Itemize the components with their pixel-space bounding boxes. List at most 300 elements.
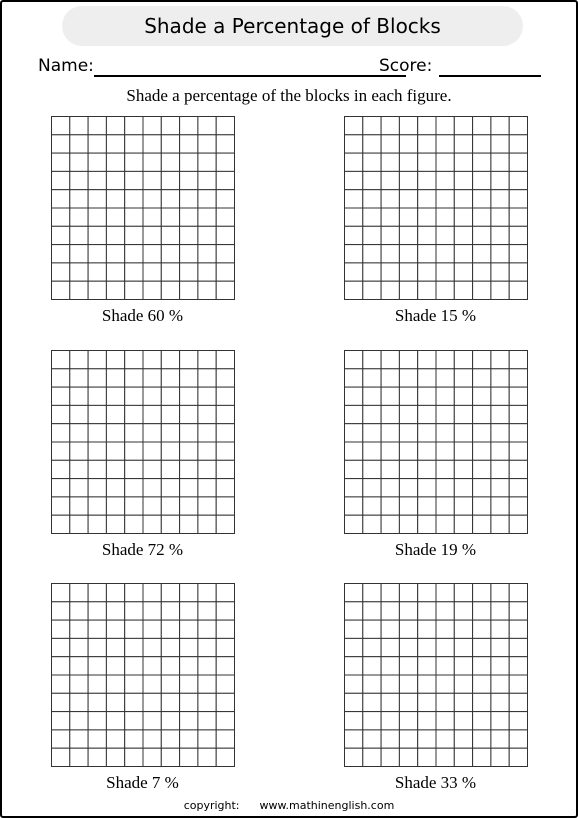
grid-block[interactable] xyxy=(436,712,454,730)
block-grid-4[interactable] xyxy=(344,350,527,533)
grid-block[interactable] xyxy=(399,497,417,515)
grid-block[interactable] xyxy=(161,135,179,153)
grid-block[interactable] xyxy=(106,281,124,299)
grid-block[interactable] xyxy=(88,638,106,656)
grid-block[interactable] xyxy=(70,369,88,387)
grid-block[interactable] xyxy=(52,675,70,693)
grid-block[interactable] xyxy=(473,442,491,460)
grid-block[interactable] xyxy=(473,281,491,299)
grid-block[interactable] xyxy=(418,497,436,515)
grid-block[interactable] xyxy=(418,153,436,171)
grid-block[interactable] xyxy=(399,712,417,730)
grid-block[interactable] xyxy=(216,479,234,497)
grid-block[interactable] xyxy=(418,693,436,711)
grid-block[interactable] xyxy=(198,351,216,369)
grid-block[interactable] xyxy=(454,620,472,638)
grid-block[interactable] xyxy=(143,584,161,602)
grid-block[interactable] xyxy=(381,263,399,281)
grid-block[interactable] xyxy=(106,369,124,387)
grid-block[interactable] xyxy=(70,675,88,693)
grid-block[interactable] xyxy=(180,190,198,208)
grid-block[interactable] xyxy=(454,405,472,423)
grid-block[interactable] xyxy=(88,171,106,189)
grid-block[interactable] xyxy=(509,712,527,730)
grid-block[interactable] xyxy=(198,369,216,387)
grid-block[interactable] xyxy=(418,405,436,423)
grid-block[interactable] xyxy=(454,730,472,748)
grid-block[interactable] xyxy=(88,117,106,135)
grid-block[interactable] xyxy=(399,675,417,693)
grid-block[interactable] xyxy=(399,584,417,602)
grid-block[interactable] xyxy=(363,190,381,208)
grid-block[interactable] xyxy=(106,405,124,423)
grid-block[interactable] xyxy=(88,405,106,423)
grid-block[interactable] xyxy=(125,460,143,478)
grid-block[interactable] xyxy=(363,638,381,656)
grid-block[interactable] xyxy=(70,748,88,766)
grid-block[interactable] xyxy=(436,208,454,226)
grid-block[interactable] xyxy=(509,405,527,423)
grid-block[interactable] xyxy=(418,424,436,442)
grid-block[interactable] xyxy=(454,497,472,515)
grid-block[interactable] xyxy=(125,135,143,153)
grid-block[interactable] xyxy=(473,657,491,675)
grid-block[interactable] xyxy=(52,281,70,299)
grid-block[interactable] xyxy=(125,117,143,135)
grid-block[interactable] xyxy=(106,226,124,244)
grid-block[interactable] xyxy=(418,620,436,638)
grid-block[interactable] xyxy=(399,460,417,478)
grid-block[interactable] xyxy=(125,245,143,263)
grid-block[interactable] xyxy=(418,460,436,478)
grid-block[interactable] xyxy=(88,190,106,208)
grid-block[interactable] xyxy=(161,748,179,766)
grid-block[interactable] xyxy=(161,387,179,405)
grid-block[interactable] xyxy=(70,693,88,711)
grid-block[interactable] xyxy=(491,387,509,405)
grid-block[interactable] xyxy=(436,263,454,281)
grid-block[interactable] xyxy=(125,190,143,208)
grid-block[interactable] xyxy=(52,602,70,620)
grid-block[interactable] xyxy=(454,712,472,730)
grid-block[interactable] xyxy=(381,620,399,638)
grid-block[interactable] xyxy=(198,620,216,638)
grid-block[interactable] xyxy=(143,117,161,135)
grid-block[interactable] xyxy=(345,190,363,208)
grid-block[interactable] xyxy=(198,424,216,442)
grid-block[interactable] xyxy=(436,515,454,533)
grid-block[interactable] xyxy=(88,675,106,693)
grid-block[interactable] xyxy=(143,602,161,620)
grid-block[interactable] xyxy=(509,442,527,460)
grid-block[interactable] xyxy=(161,405,179,423)
grid-block[interactable] xyxy=(454,460,472,478)
grid-block[interactable] xyxy=(363,515,381,533)
grid-block[interactable] xyxy=(198,675,216,693)
grid-block[interactable] xyxy=(216,281,234,299)
grid-block[interactable] xyxy=(88,515,106,533)
grid-block[interactable] xyxy=(106,638,124,656)
grid-block[interactable] xyxy=(363,369,381,387)
grid-block[interactable] xyxy=(125,208,143,226)
grid-block[interactable] xyxy=(418,387,436,405)
grid-block[interactable] xyxy=(161,153,179,171)
grid-block[interactable] xyxy=(363,405,381,423)
grid-block[interactable] xyxy=(216,657,234,675)
grid-block[interactable] xyxy=(198,657,216,675)
grid-block[interactable] xyxy=(216,460,234,478)
grid-block[interactable] xyxy=(198,693,216,711)
grid-block[interactable] xyxy=(125,281,143,299)
grid-block[interactable] xyxy=(180,460,198,478)
grid-block[interactable] xyxy=(381,405,399,423)
block-grid-1[interactable] xyxy=(51,116,234,299)
grid-block[interactable] xyxy=(454,135,472,153)
grid-block[interactable] xyxy=(180,369,198,387)
grid-block[interactable] xyxy=(180,712,198,730)
grid-block[interactable] xyxy=(454,693,472,711)
grid-block[interactable] xyxy=(418,245,436,263)
grid-block[interactable] xyxy=(143,675,161,693)
grid-block[interactable] xyxy=(125,730,143,748)
grid-block[interactable] xyxy=(473,351,491,369)
grid-block[interactable] xyxy=(216,675,234,693)
grid-block[interactable] xyxy=(399,405,417,423)
grid-block[interactable] xyxy=(454,515,472,533)
grid-block[interactable] xyxy=(381,226,399,244)
grid-block[interactable] xyxy=(198,190,216,208)
grid-block[interactable] xyxy=(106,245,124,263)
grid-block[interactable] xyxy=(216,263,234,281)
grid-block[interactable] xyxy=(52,226,70,244)
grid-block[interactable] xyxy=(143,638,161,656)
grid-block[interactable] xyxy=(509,351,527,369)
grid-block[interactable] xyxy=(216,208,234,226)
grid-block[interactable] xyxy=(143,135,161,153)
grid-block[interactable] xyxy=(70,730,88,748)
grid-block[interactable] xyxy=(52,497,70,515)
grid-block[interactable] xyxy=(161,226,179,244)
grid-block[interactable] xyxy=(125,387,143,405)
grid-block[interactable] xyxy=(52,190,70,208)
grid-block[interactable] xyxy=(491,730,509,748)
grid-block[interactable] xyxy=(125,479,143,497)
grid-block[interactable] xyxy=(509,281,527,299)
grid-block[interactable] xyxy=(125,584,143,602)
grid-block[interactable] xyxy=(491,479,509,497)
grid-block[interactable] xyxy=(198,245,216,263)
grid-block[interactable] xyxy=(161,190,179,208)
grid-block[interactable] xyxy=(161,497,179,515)
grid-block[interactable] xyxy=(70,351,88,369)
grid-block[interactable] xyxy=(143,515,161,533)
grid-block[interactable] xyxy=(436,369,454,387)
grid-block[interactable] xyxy=(418,515,436,533)
grid-block[interactable] xyxy=(418,602,436,620)
grid-block[interactable] xyxy=(345,117,363,135)
grid-block[interactable] xyxy=(125,657,143,675)
grid-block[interactable] xyxy=(198,226,216,244)
grid-block[interactable] xyxy=(180,135,198,153)
grid-block[interactable] xyxy=(345,369,363,387)
grid-block[interactable] xyxy=(143,479,161,497)
grid-block[interactable] xyxy=(454,369,472,387)
grid-block[interactable] xyxy=(143,712,161,730)
grid-block[interactable] xyxy=(418,135,436,153)
grid-block[interactable] xyxy=(88,263,106,281)
grid-block[interactable] xyxy=(125,424,143,442)
grid-block[interactable] xyxy=(345,693,363,711)
grid-block[interactable] xyxy=(345,442,363,460)
grid-block[interactable] xyxy=(418,584,436,602)
grid-block[interactable] xyxy=(143,208,161,226)
grid-block[interactable] xyxy=(345,584,363,602)
grid-block[interactable] xyxy=(345,387,363,405)
grid-block[interactable] xyxy=(418,190,436,208)
block-grid-3[interactable] xyxy=(51,350,234,533)
grid-block[interactable] xyxy=(399,263,417,281)
grid-block[interactable] xyxy=(198,479,216,497)
grid-block[interactable] xyxy=(418,479,436,497)
grid-block[interactable] xyxy=(88,281,106,299)
grid-block[interactable] xyxy=(381,638,399,656)
grid-block[interactable] xyxy=(399,657,417,675)
grid-block[interactable] xyxy=(106,515,124,533)
grid-block[interactable] xyxy=(216,497,234,515)
grid-block[interactable] xyxy=(399,620,417,638)
grid-block[interactable] xyxy=(70,638,88,656)
grid-block[interactable] xyxy=(345,153,363,171)
grid-block[interactable] xyxy=(106,584,124,602)
grid-block[interactable] xyxy=(509,190,527,208)
grid-block[interactable] xyxy=(143,442,161,460)
grid-block[interactable] xyxy=(52,135,70,153)
grid-block[interactable] xyxy=(198,405,216,423)
grid-block[interactable] xyxy=(436,281,454,299)
grid-block[interactable] xyxy=(106,387,124,405)
grid-block[interactable] xyxy=(345,263,363,281)
grid-block[interactable] xyxy=(106,153,124,171)
grid-block[interactable] xyxy=(180,515,198,533)
grid-block[interactable] xyxy=(143,497,161,515)
grid-block[interactable] xyxy=(52,405,70,423)
grid-block[interactable] xyxy=(399,442,417,460)
grid-block[interactable] xyxy=(454,584,472,602)
grid-block[interactable] xyxy=(399,190,417,208)
grid-block[interactable] xyxy=(52,351,70,369)
grid-block[interactable] xyxy=(180,387,198,405)
grid-block[interactable] xyxy=(491,369,509,387)
grid-block[interactable] xyxy=(363,171,381,189)
grid-block[interactable] xyxy=(473,208,491,226)
grid-block[interactable] xyxy=(399,638,417,656)
grid-block[interactable] xyxy=(88,602,106,620)
grid-block[interactable] xyxy=(491,405,509,423)
grid-block[interactable] xyxy=(180,405,198,423)
grid-block[interactable] xyxy=(473,405,491,423)
grid-block[interactable] xyxy=(491,135,509,153)
grid-block[interactable] xyxy=(473,369,491,387)
grid-block[interactable] xyxy=(125,351,143,369)
grid-block[interactable] xyxy=(454,657,472,675)
grid-block[interactable] xyxy=(473,424,491,442)
grid-block[interactable] xyxy=(363,208,381,226)
grid-block[interactable] xyxy=(88,208,106,226)
grid-block[interactable] xyxy=(198,515,216,533)
grid-block[interactable] xyxy=(70,712,88,730)
grid-block[interactable] xyxy=(436,117,454,135)
grid-block[interactable] xyxy=(381,748,399,766)
grid-block[interactable] xyxy=(125,369,143,387)
grid-block[interactable] xyxy=(381,515,399,533)
grid-block[interactable] xyxy=(161,479,179,497)
grid-block[interactable] xyxy=(198,263,216,281)
grid-block[interactable] xyxy=(180,245,198,263)
grid-block[interactable] xyxy=(70,387,88,405)
grid-block[interactable] xyxy=(143,460,161,478)
grid-block[interactable] xyxy=(454,190,472,208)
grid-block[interactable] xyxy=(70,515,88,533)
grid-block[interactable] xyxy=(125,515,143,533)
grid-block[interactable] xyxy=(70,245,88,263)
grid-block[interactable] xyxy=(52,712,70,730)
grid-block[interactable] xyxy=(454,245,472,263)
grid-block[interactable] xyxy=(216,351,234,369)
grid-block[interactable] xyxy=(216,117,234,135)
grid-block[interactable] xyxy=(345,226,363,244)
grid-block[interactable] xyxy=(52,638,70,656)
grid-block[interactable] xyxy=(88,584,106,602)
grid-block[interactable] xyxy=(88,245,106,263)
grid-block[interactable] xyxy=(143,730,161,748)
grid-block[interactable] xyxy=(216,748,234,766)
grid-block[interactable] xyxy=(143,693,161,711)
grid-block[interactable] xyxy=(88,369,106,387)
grid-block[interactable] xyxy=(345,657,363,675)
grid-block[interactable] xyxy=(363,479,381,497)
grid-block[interactable] xyxy=(436,226,454,244)
grid-block[interactable] xyxy=(491,424,509,442)
grid-block[interactable] xyxy=(436,171,454,189)
grid-block[interactable] xyxy=(491,584,509,602)
grid-block[interactable] xyxy=(198,153,216,171)
grid-block[interactable] xyxy=(180,479,198,497)
grid-block[interactable] xyxy=(418,226,436,244)
grid-block[interactable] xyxy=(399,479,417,497)
grid-block[interactable] xyxy=(180,153,198,171)
grid-block[interactable] xyxy=(473,638,491,656)
grid-block[interactable] xyxy=(180,424,198,442)
grid-block[interactable] xyxy=(143,245,161,263)
grid-block[interactable] xyxy=(52,369,70,387)
grid-block[interactable] xyxy=(161,657,179,675)
grid-block[interactable] xyxy=(418,712,436,730)
grid-block[interactable] xyxy=(345,620,363,638)
grid-block[interactable] xyxy=(198,208,216,226)
grid-block[interactable] xyxy=(88,135,106,153)
grid-block[interactable] xyxy=(363,693,381,711)
grid-block[interactable] xyxy=(216,730,234,748)
grid-block[interactable] xyxy=(180,226,198,244)
grid-block[interactable] xyxy=(418,117,436,135)
grid-block[interactable] xyxy=(345,281,363,299)
grid-block[interactable] xyxy=(52,153,70,171)
grid-block[interactable] xyxy=(363,153,381,171)
grid-block[interactable] xyxy=(454,281,472,299)
grid-block[interactable] xyxy=(473,387,491,405)
grid-block[interactable] xyxy=(198,584,216,602)
grid-block[interactable] xyxy=(88,460,106,478)
grid-block[interactable] xyxy=(52,442,70,460)
grid-block[interactable] xyxy=(509,369,527,387)
grid-block[interactable] xyxy=(399,369,417,387)
grid-block[interactable] xyxy=(106,424,124,442)
grid-block[interactable] xyxy=(509,208,527,226)
grid-block[interactable] xyxy=(473,730,491,748)
grid-block[interactable] xyxy=(491,602,509,620)
grid-block[interactable] xyxy=(399,208,417,226)
grid-block[interactable] xyxy=(161,620,179,638)
grid-block[interactable] xyxy=(381,460,399,478)
grid-block[interactable] xyxy=(473,171,491,189)
grid-block[interactable] xyxy=(381,153,399,171)
grid-block[interactable] xyxy=(509,638,527,656)
grid-block[interactable] xyxy=(161,208,179,226)
grid-block[interactable] xyxy=(381,190,399,208)
grid-block[interactable] xyxy=(509,117,527,135)
grid-block[interactable] xyxy=(473,675,491,693)
grid-block[interactable] xyxy=(106,117,124,135)
grid-block[interactable] xyxy=(125,153,143,171)
grid-block[interactable] xyxy=(198,460,216,478)
grid-block[interactable] xyxy=(509,460,527,478)
grid-block[interactable] xyxy=(106,693,124,711)
grid-block[interactable] xyxy=(509,245,527,263)
grid-block[interactable] xyxy=(106,675,124,693)
grid-block[interactable] xyxy=(106,263,124,281)
grid-block[interactable] xyxy=(125,171,143,189)
grid-block[interactable] xyxy=(491,638,509,656)
grid-block[interactable] xyxy=(363,245,381,263)
grid-block[interactable] xyxy=(161,712,179,730)
grid-block[interactable] xyxy=(180,620,198,638)
grid-block[interactable] xyxy=(454,424,472,442)
grid-block[interactable] xyxy=(345,351,363,369)
grid-block[interactable] xyxy=(52,584,70,602)
grid-block[interactable] xyxy=(88,620,106,638)
grid-block[interactable] xyxy=(88,497,106,515)
grid-block[interactable] xyxy=(161,351,179,369)
grid-block[interactable] xyxy=(70,171,88,189)
grid-block[interactable] xyxy=(418,281,436,299)
grid-block[interactable] xyxy=(491,693,509,711)
grid-block[interactable] xyxy=(216,245,234,263)
grid-block[interactable] xyxy=(70,497,88,515)
grid-block[interactable] xyxy=(473,602,491,620)
grid-block[interactable] xyxy=(381,442,399,460)
grid-block[interactable] xyxy=(436,245,454,263)
grid-block[interactable] xyxy=(363,602,381,620)
grid-block[interactable] xyxy=(161,424,179,442)
grid-block[interactable] xyxy=(198,171,216,189)
grid-block[interactable] xyxy=(491,515,509,533)
grid-block[interactable] xyxy=(70,479,88,497)
grid-block[interactable] xyxy=(491,460,509,478)
grid-block[interactable] xyxy=(216,190,234,208)
block-grid-2[interactable] xyxy=(344,116,527,299)
grid-block[interactable] xyxy=(436,620,454,638)
grid-block[interactable] xyxy=(363,351,381,369)
